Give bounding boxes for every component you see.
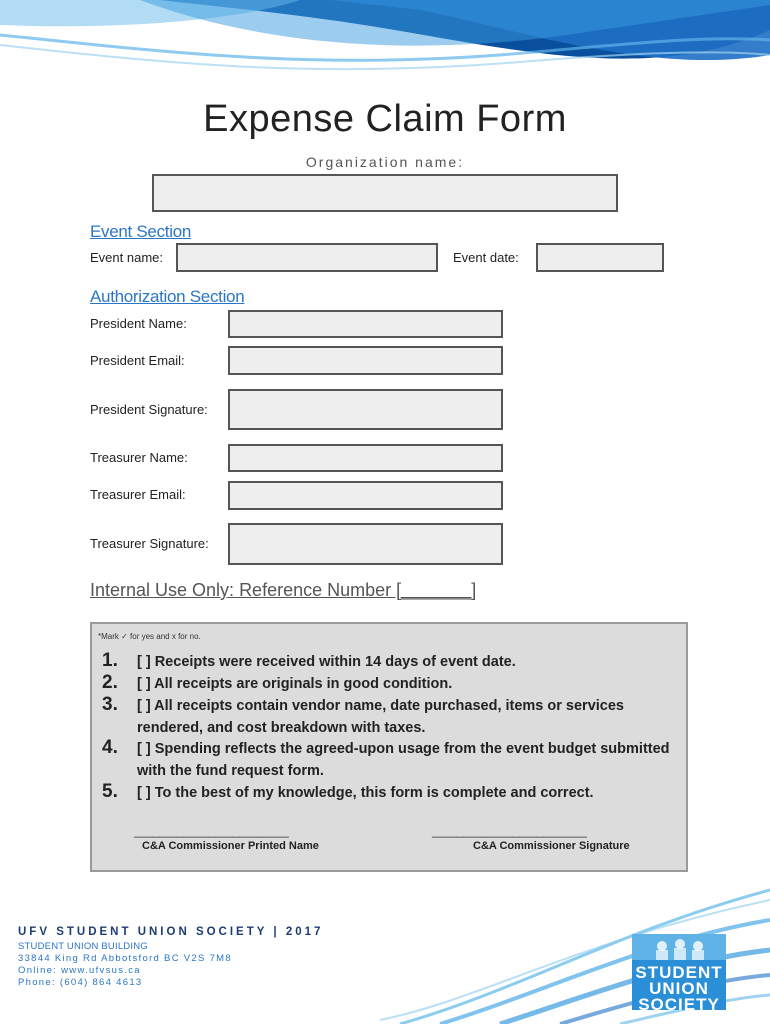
president-name-field[interactable] [228, 310, 503, 338]
treasurer-signature-field[interactable] [228, 523, 503, 565]
authorization-section-heading: Authorization Section [90, 287, 245, 306]
footer-address: 33844 King Rd Abbotsford BC V2S 7M8 [18, 953, 232, 964]
checklist-panel [90, 622, 688, 872]
item-text: [ ] All receipts contain vendor name, date purchased, items or services rendered, and cost breakdown with taxes. [137, 698, 624, 736]
treasurer-email-field[interactable] [228, 481, 503, 510]
printed-name-line: _________________________ [134, 824, 289, 838]
event-name-field[interactable] [176, 243, 438, 272]
signature-line: _________________________ [432, 824, 587, 838]
item-text: [ ] All receipts are originals in good condition. [137, 676, 453, 692]
event-date-label: Event date: [453, 250, 519, 265]
logo-text-union: UNION [649, 979, 709, 998]
item-number: 5. [102, 781, 118, 802]
event-section-heading: Event Section [90, 222, 191, 241]
item-text: [ ] Spending reflects the agreed-upon usage from the event budget submitted with the fund request form. [137, 741, 670, 779]
treasurer-signature-label: Treasurer Signature: [90, 536, 209, 551]
item-number: 1. [102, 650, 118, 671]
footer-online: Online: www.ufvsus.ca [18, 965, 141, 976]
treasurer-name-label: Treasurer Name: [90, 450, 188, 465]
logo-text-student: STUDENT [635, 963, 723, 982]
header-waves-graphic [0, 0, 770, 80]
internal-reference-label: Internal Use Only: Reference Number [_______] [90, 580, 477, 600]
event-date-field[interactable] [536, 243, 664, 272]
checklist-item[interactable] [102, 674, 672, 696]
signature-caption: C&A Commissioner Signature [473, 840, 630, 852]
president-signature-field[interactable] [228, 389, 503, 430]
footer-phone: Phone: (604) 864 4613 [18, 977, 143, 988]
event-name-label: Event name: [90, 250, 163, 265]
item-number: 2. [102, 672, 118, 693]
form-title: Expense Claim Form [203, 98, 567, 140]
footer-building: STUDENT UNION BUILDING [18, 941, 148, 952]
item-number: 4. [102, 737, 118, 758]
president-email-label: President Email: [90, 353, 185, 368]
treasurer-name-field[interactable] [228, 444, 503, 472]
footer-title: UFV STUDENT UNION SOCIETY | 2017 [18, 926, 324, 938]
logo-text-society: SOCIETY [638, 995, 720, 1014]
item-number: 3. [102, 694, 118, 715]
mark-instruction-note: *Mark ✓ for yes and x for no. [98, 632, 201, 641]
checklist-item[interactable] [102, 739, 672, 782]
president-name-label: President Name: [90, 316, 187, 331]
printed-name-caption: C&A Commissioner Printed Name [142, 840, 319, 852]
item-text: [ ] Receipts were received within 14 days of event date. [137, 654, 516, 670]
president-email-field[interactable] [228, 346, 503, 375]
organization-name-field[interactable] [152, 174, 618, 212]
organization-name-label: Organization name: [305, 154, 465, 170]
checklist-item[interactable] [102, 783, 672, 805]
treasurer-email-label: Treasurer Email: [90, 487, 186, 502]
president-signature-label: President Signature: [90, 402, 208, 417]
checklist-item[interactable] [102, 652, 672, 674]
checklist-item[interactable] [102, 696, 672, 739]
item-text: [ ] To the best of my knowledge, this form is complete and correct. [137, 785, 594, 801]
